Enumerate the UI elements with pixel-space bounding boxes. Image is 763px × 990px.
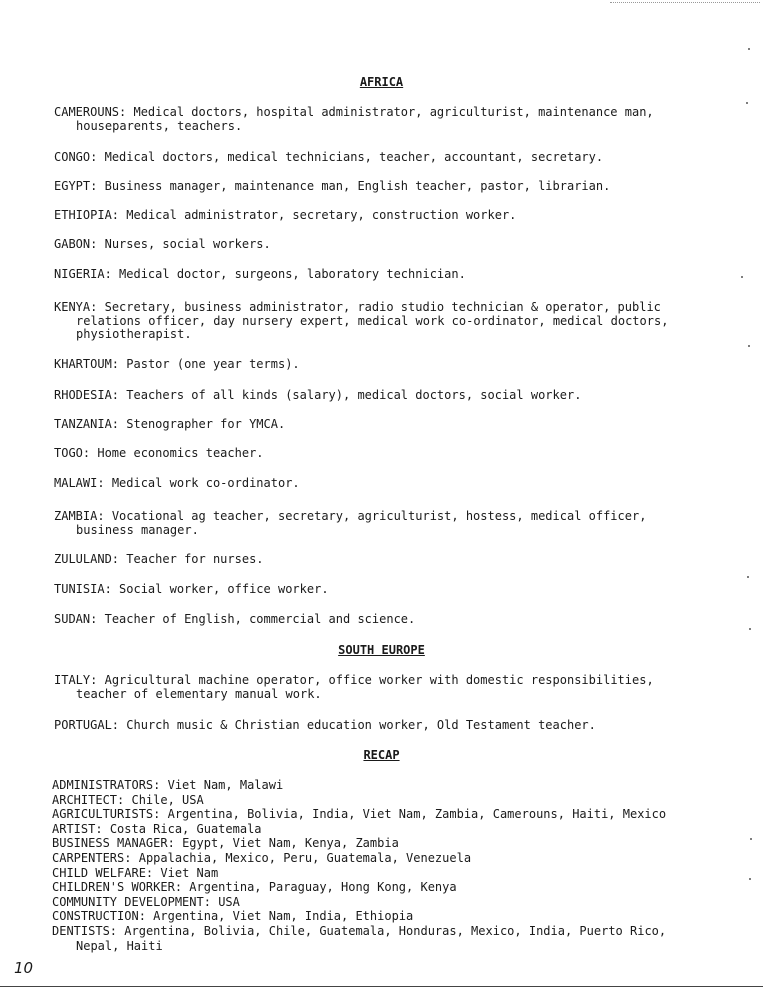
entry-label: GABON: — [54, 237, 98, 251]
scan-speck — [750, 838, 752, 840]
entry-text: Church music & Christian education worker, Old Testament teacher. — [126, 718, 596, 732]
entry-text: Home economics teacher. — [97, 446, 264, 460]
section-heading-recap: RECAP — [363, 748, 400, 762]
entry-text: Vocational ag teacher, secretary, agriculturist, hostess, medical officer, — [111, 509, 647, 523]
recap-text: Egypt, Viet Nam, Kenya, Zambia — [182, 836, 399, 851]
entry-text-continued: teacher of elementary manual work. — [76, 686, 322, 701]
entry-text: Medical work co-ordinator. — [111, 476, 300, 490]
entry-zululand — [54, 553, 714, 567]
entry-kenya — [54, 301, 714, 342]
entry-camerouns — [54, 106, 714, 133]
entry-sudan — [54, 613, 714, 627]
entry-ethiopia — [54, 209, 714, 223]
recap-item-administrators — [52, 778, 742, 793]
entry-nigeria — [54, 268, 714, 282]
recap-text: USA — [218, 894, 240, 909]
recap-text: Viet Nam — [160, 865, 219, 880]
entry-egypt — [54, 180, 714, 194]
entry-text: Teacher for nurses. — [126, 552, 264, 566]
recap-text: Viet Nam, Malawi — [167, 778, 284, 792]
entry-text: Medical doctors, hospital administrator, agriculturist, maintenance man, — [133, 105, 654, 119]
entry-text: Medical doctors, medical technicians, teacher, accountant, secretary. — [104, 150, 604, 164]
recap-label: BUSINESS MANAGER: — [52, 836, 175, 851]
recap-text: Argentina, Bolivia, India, Viet Nam, Zambia, Camerouns, Haiti, Mexico — [167, 807, 667, 822]
entry-label: TOGO: — [54, 446, 91, 460]
entry-text: Medical doctor, surgeons, laboratory technician. — [119, 267, 466, 281]
entry-label: RHODESIA: — [54, 388, 120, 402]
entry-label: ITALY: — [54, 673, 98, 687]
recap-text: Costa Rica, Guatemala — [109, 821, 262, 836]
recap-item-artist — [52, 822, 742, 837]
entry-tunisia — [54, 583, 714, 597]
entry-text: Medical administrator, secretary, construction worker. — [126, 208, 517, 222]
scan-speck — [747, 576, 749, 578]
entry-gabon — [54, 238, 714, 252]
recap-item-agriculturists — [52, 807, 742, 822]
recap-item-child-welfare — [52, 866, 742, 881]
entry-text: Social worker, office worker. — [119, 582, 329, 596]
entry-label: MALAWI: — [54, 476, 105, 490]
recap-item-architect — [52, 793, 742, 808]
entry-khartoum — [54, 358, 714, 372]
recap-label: CHILD WELFARE: — [52, 865, 154, 880]
entry-text: Nurses, social workers. — [104, 237, 271, 251]
recap-item-business-manager — [52, 836, 742, 851]
entry-label: PORTUGAL: — [54, 718, 120, 732]
entry-zambia — [54, 510, 714, 537]
entry-text: Agricultural machine operator, office worker with domestic responsibilities, — [104, 673, 654, 687]
scan-speck — [748, 48, 750, 50]
scan-speck — [749, 878, 751, 880]
entry-congo — [54, 151, 714, 165]
scan-speck — [749, 628, 751, 630]
entry-label: TANZANIA: — [54, 417, 120, 431]
recap-label: CARPENTERS: — [52, 850, 132, 865]
entry-text: Pastor (one year terms). — [126, 357, 300, 371]
entry-text: Stenographer for YMCA. — [126, 417, 286, 431]
entry-italy — [54, 674, 714, 701]
entry-label: KHARTOUM: — [54, 357, 120, 371]
recap-list — [52, 778, 742, 953]
entry-text: Teacher of English, commercial and science. — [104, 612, 416, 626]
entry-label: ZULULAND: — [54, 552, 120, 566]
recap-label: ARCHITECT: — [52, 792, 125, 807]
entry-label: CAMEROUNS: — [54, 105, 127, 119]
entry-label: ZAMBIA: — [54, 509, 105, 523]
recap-text-continued: Nepal, Haiti — [76, 938, 163, 953]
bottom-rule — [0, 986, 763, 987]
entry-label: TUNISIA: — [54, 582, 112, 596]
entry-label: NIGERIA: — [54, 267, 112, 281]
entry-label: ETHIOPIA: — [54, 208, 120, 222]
recap-item-community-development — [52, 895, 742, 910]
recap-label: DENTISTS: — [52, 923, 118, 938]
scan-speck — [741, 276, 743, 278]
recap-text: Chile, USA — [131, 792, 204, 807]
entry-label: EGYPT: — [54, 179, 98, 193]
entry-portugal — [54, 719, 714, 733]
section-heading-africa: AFRICA — [359, 75, 404, 89]
recap-text: Argentina, Paraguay, Hong Kong, Kenya — [189, 880, 457, 895]
recap-item-dentists — [52, 924, 742, 953]
entry-text: Secretary, business administrator, radio studio technician & operator, public — [104, 300, 661, 314]
recap-label: ARTIST: — [52, 821, 103, 836]
entry-text-continued: relations officer, day nursery expert, medical work co-ordinator, medical doctors, — [76, 313, 669, 328]
recap-label: COMMUNITY DEVELOPMENT: — [52, 894, 211, 909]
top-dotted-rule — [610, 2, 760, 3]
entry-text-continued: business manager. — [76, 522, 199, 537]
recap-label: CHILDREN'S WORKER: — [52, 880, 183, 895]
entry-malawi — [54, 477, 714, 491]
section-heading-south-europe: SOUTH EUROPE — [338, 643, 425, 657]
recap-text: Argentina, Viet Nam, India, Ethiopia — [153, 909, 414, 924]
recap-label: ADMINISTRATORS: — [52, 778, 161, 792]
recap-label: AGRICULTURISTS: — [52, 807, 161, 822]
entry-text-continued: physiotherapist. — [76, 327, 192, 341]
entry-tanzania — [54, 418, 714, 432]
page-number: 10 — [14, 959, 34, 977]
entry-rhodesia — [54, 389, 714, 403]
entry-togo — [54, 447, 714, 461]
entry-text: Teachers of all kinds (salary), medical doctors, social worker. — [126, 388, 582, 402]
scan-speck — [748, 345, 750, 347]
entry-label: CONGO: — [54, 150, 98, 164]
recap-item-carpenters — [52, 851, 742, 866]
entry-label: KENYA: — [54, 300, 98, 314]
entry-text-continued: houseparents, teachers. — [76, 118, 243, 133]
scan-speck — [746, 102, 748, 104]
entry-text: Business manager, maintenance man, English teacher, pastor, librarian. — [104, 179, 611, 193]
recap-label: CONSTRUCTION: — [52, 909, 146, 924]
recap-text: Argentina, Bolivia, Chile, Guatemala, Honduras, Mexico, India, Puerto Rico, — [124, 923, 667, 938]
recap-item-childrens-worker — [52, 880, 742, 895]
entry-label: SUDAN: — [54, 612, 98, 626]
recap-item-construction — [52, 909, 742, 924]
recap-text: Appalachia, Mexico, Peru, Guatemala, Venezuela — [138, 850, 472, 865]
